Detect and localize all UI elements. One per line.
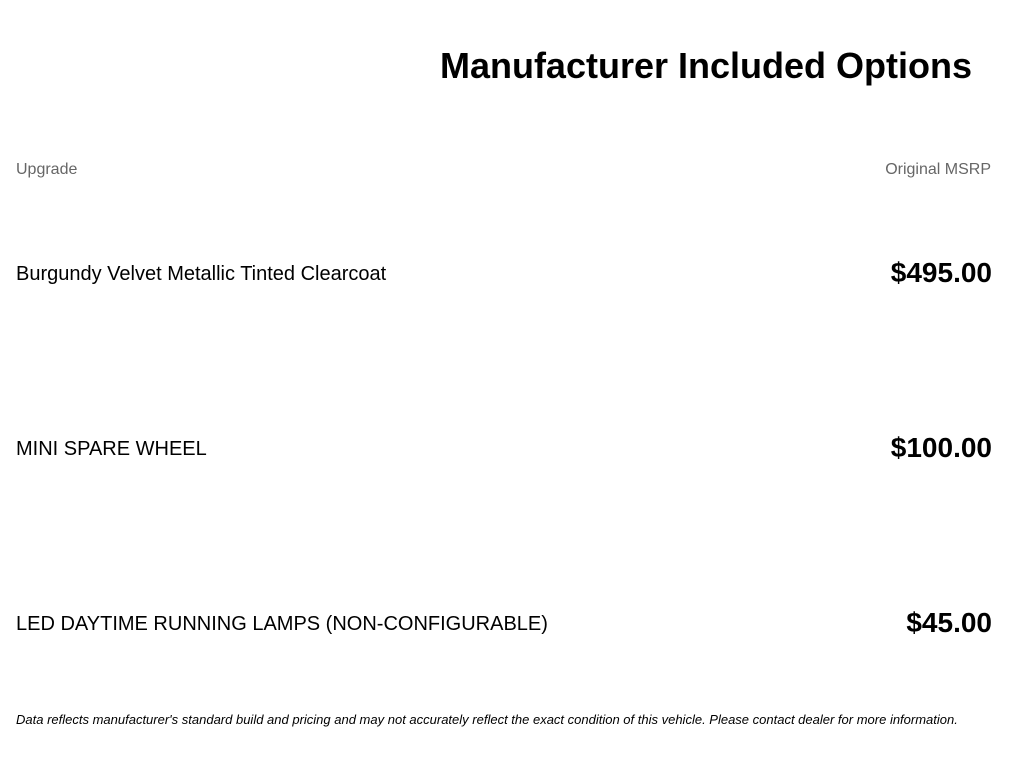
page-title: Manufacturer Included Options xyxy=(439,45,972,86)
option-row xyxy=(16,428,992,468)
option-name: Burgundy Velvet Metallic Tinted Clearcoat xyxy=(16,263,387,285)
option-price: $45.00 xyxy=(906,607,992,638)
option-price: $100.00 xyxy=(890,432,992,463)
option-name: LED DAYTIME RUNNING LAMPS (NON-CONFIGURABLE) xyxy=(16,613,548,635)
column-header-upgrade: Upgrade xyxy=(16,161,78,178)
option-price: $495.00 xyxy=(890,257,992,288)
option-name: MINI SPARE WHEEL xyxy=(16,438,207,460)
column-header-original-msrp: Original MSRP xyxy=(885,161,991,178)
option-row xyxy=(16,603,992,643)
option-row xyxy=(16,253,992,293)
disclaimer-text: Data reflects manufacturer's standard build and pricing and may not accurately reflect the exact condition of this vehicle. Please contact dealer for more information. xyxy=(16,712,958,727)
